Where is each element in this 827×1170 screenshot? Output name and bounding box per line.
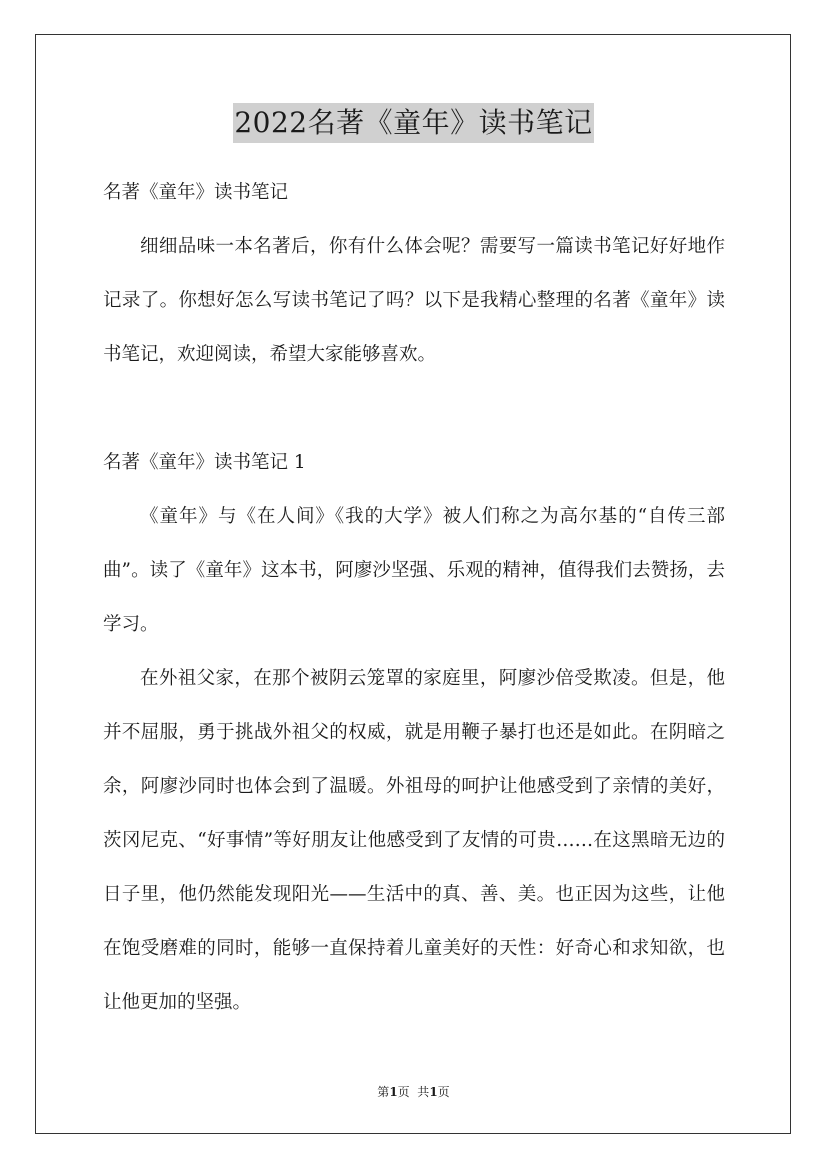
section-heading: 名著《童年》读书笔记	[103, 182, 289, 203]
intro-paragraph: 细细品味一本名著后，你有什么体会呢？需要写一篇读书笔记好好地作记录了。你想好怎么写读书笔记了吗？以下是我精心整理的名著《童年》读书笔记，欢迎阅读，希望大家能够喜欢。	[103, 236, 725, 365]
current-page-number: 1	[389, 1085, 398, 1099]
document-title: 2022名著《童年》读书笔记	[233, 103, 593, 143]
footer-prefix: 第	[377, 1085, 390, 1099]
title-container	[0, 103, 827, 143]
body-paragraph: 《童年》与《在人间》《我的大学》被人们称之为高尔基的“自传三部曲”。读了《童年》这本书，阿廖沙坚强、乐观的精神，值得我们去赞扬，去学习。	[103, 506, 725, 635]
body-paragraph: 在外祖父家，在那个被阴云笼罩的家庭里，阿廖沙倍受欺凌。但是，他并不屈服，勇于挑战外祖父的权威，就是用鞭子暴打也还是如此。在阴暗之余，阿廖沙同时也体会到了温暖。外祖母的呵护让他感受到了亲情的美好，茨冈尼克、“好事情”等好朋友让他感受到了友情的可贵……在这黑暗无边的日子里，他仍然能发现阳光——生活中的真、善、美。也正因为这些，让他在饱受磨难的同时，能够一直保持着儿童美好的天性：好奇心和求知欲，也让他更加的坚强。	[103, 668, 725, 1013]
total-page-number: 1	[429, 1085, 438, 1099]
footer-mid: 页 共	[397, 1085, 430, 1099]
footer-suffix: 页	[437, 1085, 450, 1099]
section-heading: 名著《童年》读书笔记 1	[103, 452, 306, 473]
page-footer	[0, 1083, 827, 1100]
